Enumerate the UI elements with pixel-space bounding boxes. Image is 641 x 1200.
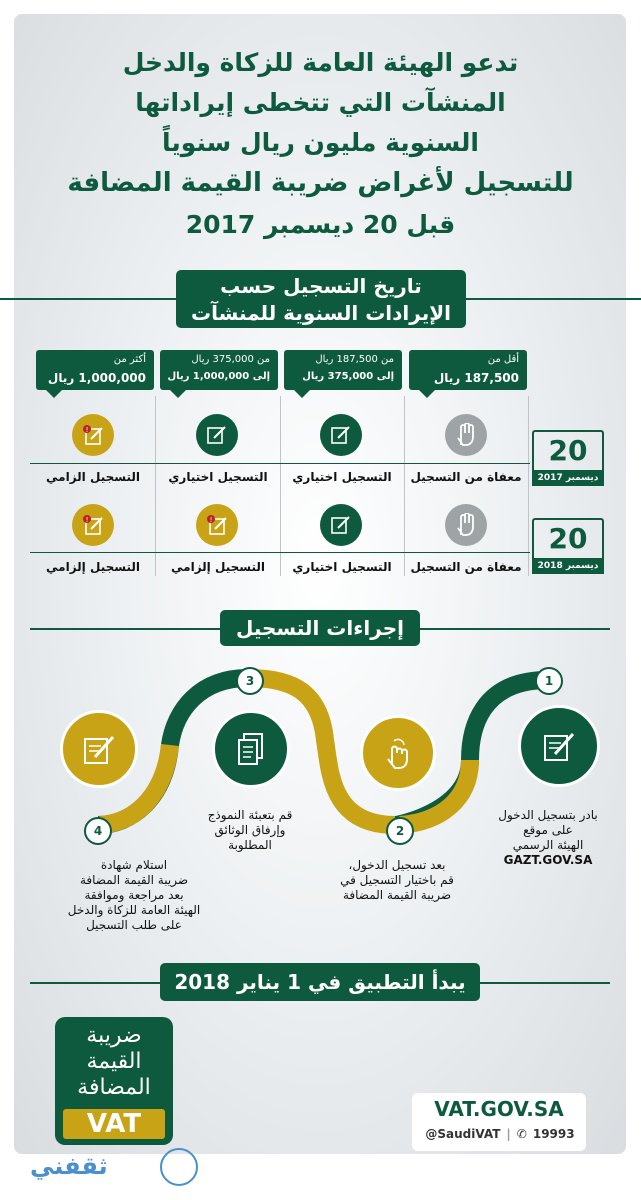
schedule-title-line-1: تاريخ التسجيل حسب [220,274,422,298]
column-divider [155,396,156,576]
header-line-2: المنشآت التي تتخطى إيراداتها [135,88,506,117]
hand-stop-icon [445,414,487,456]
step-number-4: 4 [84,817,112,845]
row-divider [30,463,530,464]
column-divider [528,396,529,576]
calendar-month: ديسمبر 2017 [532,470,604,486]
header-line-5: قبل 20 ديسمبر 2017 [185,210,456,239]
procedures-title: إجراءات التسجيل [220,610,420,646]
step-number-1: 1 [535,667,563,695]
tier-tag-1 [409,350,527,390]
row2-label: معفاة من التسجيل [410,560,522,574]
row1-label: معفاة من التسجيل [410,470,522,484]
row2-label: التسجيل إلزامي [46,560,140,574]
tier-2-line-2: إلى 375,000 ريال [302,371,394,382]
tier-4-line-2: 1,000,000 ريال [47,371,146,385]
calendar-2017 [532,430,604,488]
row1-label: التسجيل الزامي [46,470,140,484]
step4-line: بعد مراجعة وموافقة [84,888,184,902]
step3-text [180,808,320,853]
watermark-text: ثقفني [30,1152,108,1180]
vat-logo-band: VAT [63,1109,165,1139]
vat-logo-line: المضافة [77,1075,151,1100]
step4-line: على طلب التسجيل [86,918,182,932]
lightbulb-icon [160,1148,198,1186]
step2-click-icon [360,715,436,791]
hand-stop-icon [445,504,487,546]
step-number-3: 3 [236,667,264,695]
row2-label: التسجيل إلزامي [171,560,265,574]
tier-3-line-1: من 375,000 ريال [191,354,270,365]
tier-tag-4 [36,350,154,390]
start-date-banner: يبدأ التطبيق في 1 يناير 2018 [160,963,480,1001]
tier-tag-3 [160,350,278,390]
header-line-1: تدعو الهيئة العامة للزكاة والدخل [122,48,519,77]
step3-line: المطلوبة [228,838,272,852]
tier-2-line-1: من 187,500 ريال [315,354,394,365]
step3-line: قم بتعبئة النموذج [207,808,293,822]
row2-label: التسجيل اختياري [292,560,392,574]
step4-line: ضريبة القيمة المضافة [79,873,189,887]
tier-3-line-2: إلى 1,000,000 ريال [167,371,270,382]
step1-website: GAZT.GOV.SA [503,853,593,867]
step1-line: الهيئة الرسمي [512,838,584,852]
calendar-2018 [532,518,604,576]
step1-text [478,808,618,868]
header-line-3: السنوية مليون ريال سنوياً [162,128,479,157]
row-divider [30,552,530,553]
svg-text:!: ! [209,516,213,524]
step1-line: بادر بتسجيل الدخول [498,808,598,822]
step2-line: ضريبة القيمة المضافة [342,888,452,902]
vat-logo-line: القيمة [86,1049,142,1074]
step2-line: قم باختيار التسجيل في [340,873,454,887]
schedule-title-line-2: الإيرادات السنوية للمنشآت [191,301,451,325]
svg-text:!: ! [85,426,89,434]
calendar-month: ديسمبر 2018 [532,558,604,574]
step4-certificate-icon [60,710,138,788]
column-divider [404,396,405,576]
tier-1-line-2: 187,500 ريال [433,371,519,385]
form-edit-icon [320,414,362,456]
form-edit-icon [320,504,362,546]
watermark [10,1148,210,1188]
tier-tag-2 [284,350,402,390]
step1-line: على موقع [523,823,573,837]
vat-logo [55,1017,173,1145]
column-divider [280,396,281,576]
form-mandatory-icon [72,414,114,456]
step4-line: استلام شهادة [100,858,168,872]
svg-text:!: ! [85,516,89,524]
phone-icon: ✆ [516,1127,527,1141]
website-link[interactable]: VAT.GOV.SA [434,1097,564,1121]
row1-label: التسجيل اختياري [168,470,268,484]
schedule-title-box [176,270,466,328]
step-number-2: 2 [386,817,414,845]
vat-logo-text [59,1023,169,1101]
phone-number[interactable]: 19993 [532,1127,575,1141]
tier-4-line-1: أكثر من [113,354,146,365]
form-edit-icon [196,414,238,456]
separator: | [506,1127,511,1141]
contact-box [412,1093,586,1151]
tier-1-line-1: أقل من [487,354,519,365]
step1-register-icon [518,705,600,787]
step4-text [44,858,224,933]
header-line-4: للتسجيل لأغراض ضريبة القيمة المضافة [67,168,574,198]
twitter-handle[interactable]: @SaudiVAT [425,1127,501,1141]
row1-label: التسجيل اختياري [292,470,392,484]
vat-logo-line: ضريبة [86,1023,142,1048]
step3-documents-icon [212,710,290,788]
form-mandatory-icon [196,504,238,546]
step4-line: الهيئة العامة للزكاة والدخل [67,903,201,917]
step2-text [322,858,472,903]
calendar-day: 20 [548,522,588,555]
step2-line: بعد تسجيل الدخول، [348,858,446,872]
social-row [420,1127,580,1141]
step3-line: وإرفاق الوثائق [214,823,286,837]
calendar-day: 20 [548,434,588,467]
form-mandatory-icon [72,504,114,546]
